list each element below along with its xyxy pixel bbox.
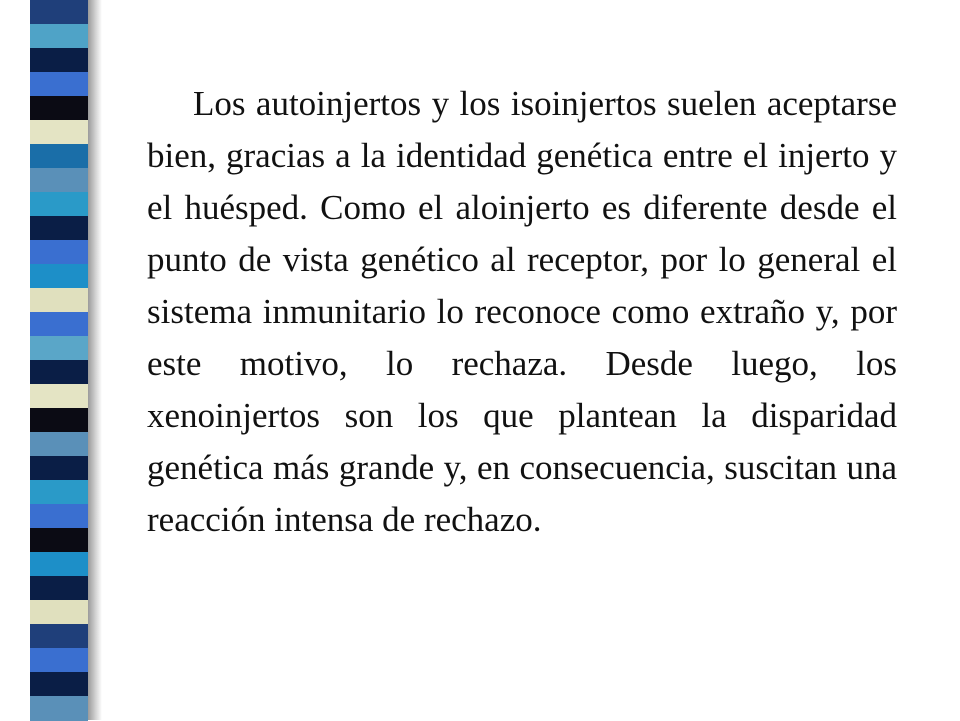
- strip-block: [30, 288, 88, 313]
- strip-block: [30, 480, 88, 505]
- decorative-color-strip: [30, 0, 88, 720]
- strip-block: [30, 408, 88, 433]
- strip-block: [30, 168, 88, 193]
- strip-block: [30, 432, 88, 457]
- strip-block: [30, 96, 88, 121]
- strip-block: [30, 216, 88, 241]
- strip-block: [30, 24, 88, 49]
- strip-shadow: [88, 0, 102, 720]
- strip-block: [30, 552, 88, 577]
- strip-block: [30, 0, 88, 25]
- strip-block: [30, 72, 88, 97]
- strip-block: [30, 360, 88, 385]
- strip-block: [30, 696, 88, 721]
- strip-block: [30, 336, 88, 361]
- strip-block: [30, 240, 88, 265]
- strip-block: [30, 384, 88, 409]
- strip-block: [30, 48, 88, 73]
- strip-block: [30, 576, 88, 601]
- strip-block: [30, 144, 88, 169]
- strip-block: [30, 528, 88, 553]
- strip-block: [30, 600, 88, 625]
- strip-block: [30, 504, 88, 529]
- strip-block: [30, 456, 88, 481]
- strip-block: [30, 312, 88, 337]
- strip-block: [30, 624, 88, 649]
- strip-block: [30, 264, 88, 289]
- strip-block: [30, 672, 88, 697]
- strip-block: [30, 648, 88, 673]
- strip-block: [30, 120, 88, 145]
- body-paragraph: Los autoinjertos y los isoinjertos suelen aceptarse bien, gracias a la identidad genética entre el injerto y el huésped. Como el aloinjerto es diferente desde el punto de vista genético al receptor, por lo general el sistema inmunitario lo reconoce como extraño y, por este motivo, lo rechaza. Desde luego, los xenoinjertos son los que plantean la disparidad genética más grande y, en consecuencia, suscitan una reacción intensa de rechazo.: [147, 84, 897, 539]
- strip-block: [30, 192, 88, 217]
